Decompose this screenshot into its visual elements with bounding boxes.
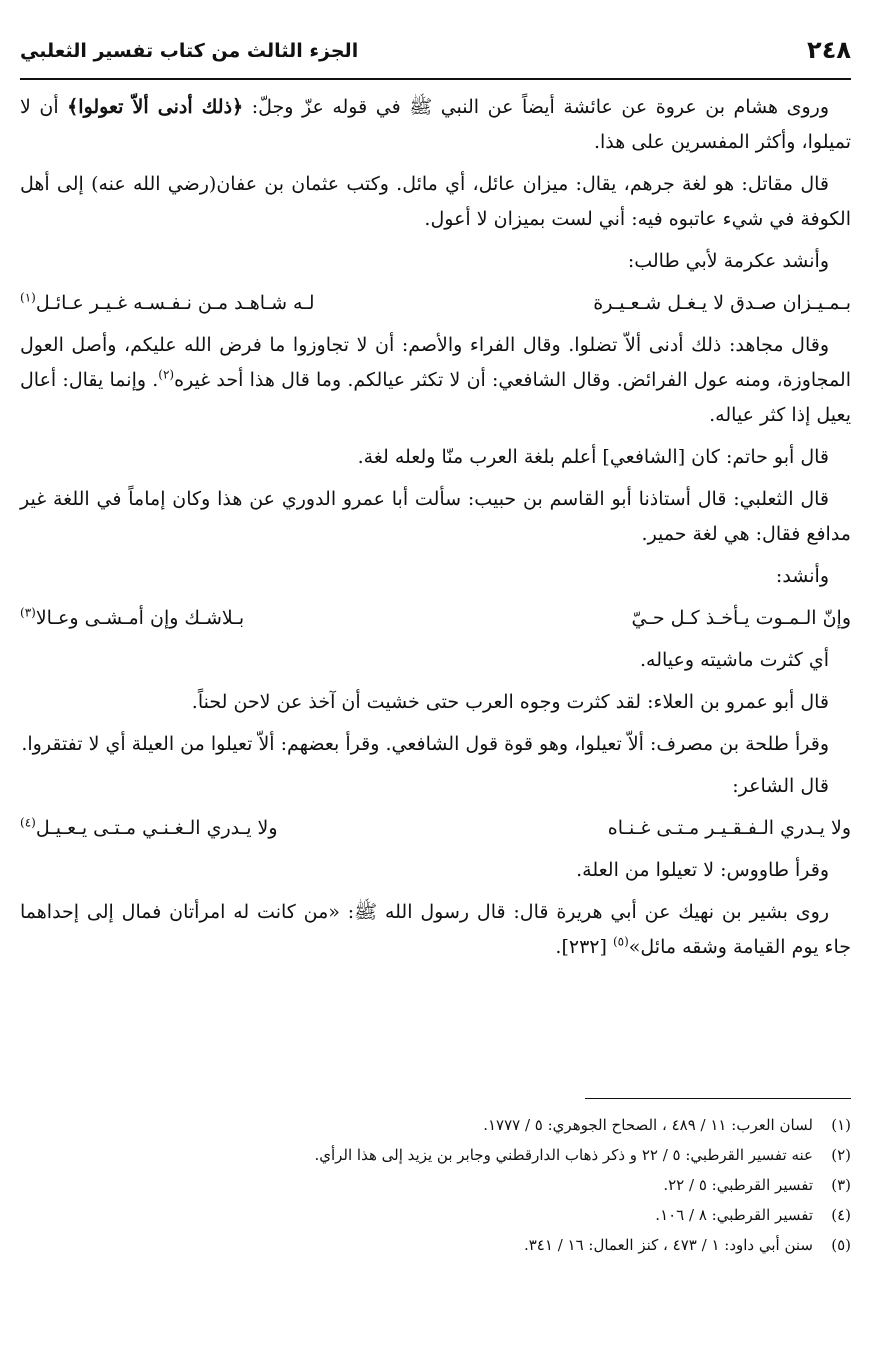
paragraph: وقرأ طلحة بن مصرف: ألاّ تعيلوا، وهو قوة قول الشافعي. وقرأ بعضهم: ألاّ تعيلوا من العيلة أي لا تفتقروا. [21,733,829,755]
footnote [20,1170,851,1200]
poetry-verse [20,811,851,846]
footnote-divider [585,1098,851,1099]
footnote-ref: (١) [20,290,36,305]
verse-first-hemistich: بـمـيـزان صـدق لا يـغـل شـعـيـرة [593,292,851,314]
main-text [20,90,851,972]
paragraph-text: وروى هشام بن عروة عن عائشة أيضاً عن النبي ﷺ في قوله عزّ وجلّ: [243,96,829,118]
footnote-text: عنه تفسير القرطبي: ٥ / ٢٢ و ذكر ذهاب الدارقطني وجابر بن يزيد إلى هذا الرأي. [314,1146,813,1164]
footnote-text: سنن أبي داود: ١ / ٤٧٣ ، كنز العمال: ١٦ / ٣٤١. [523,1236,813,1254]
footnote-ref: (٢) [158,367,175,382]
footnote-number: (٥) [831,1236,851,1254]
footnote-text: تفسير القرطبي: ٥ / ٢٢. [663,1176,813,1194]
paragraph: وأنشد عكرمة لأبي طالب: [627,250,829,272]
verse-second-hemistich: ولا يـدري الـغـنـي مـتـى يـعـيـل$^{(٤)}$ [20,815,278,839]
footnote-ref: (٣) [20,605,36,620]
poetry-verse [20,601,851,636]
page-number: ٢٤٨ [807,36,851,64]
paragraph: قال مقاتل: هو لغة جرهم، يقال: ميزان عائل، أي مائل. وكتب عثمان بن عفان(رضي الله عنه) إلى أهل الكوفة في شيء عاتبوه فيه: أني لست بميزان لا أعول. [20,173,851,230]
footnotes [20,1110,851,1260]
footnote-ref: (٤) [20,815,36,830]
footnote-text: تفسير القرطبي: ٨ / ١٠٦. [655,1206,813,1224]
paragraph-text: أن لا تميلوا، وأكثر المفسرين على هذا. [20,96,851,153]
verse-first-hemistich: وإنّ الـمـوت يـأخـذ كـل حـيّ [631,607,851,629]
paragraph: قال الثعلبي: قال أستاذنا أبو القاسم بن حبيب: سألت أبا عمرو الدوري عن هذا وكان إماماً في اللغة غير مدافع فقال: هي لغة حمير. [20,488,851,545]
paragraph: قال أبو حاتم: كان [الشافعي] أعلم بلغة العرب منّا ولعله لغة. [357,446,829,468]
quran-quote: ﴿ذلك أدنى ألاّ تعولوا﴾ [67,96,244,118]
verse-second-hemistich: بـلاشـك وإن أمـشـى وعـالا$^{(٣)}$ [20,605,245,629]
paragraph: وقال مجاهد: ذلك أدنى ألاّ تضلوا. وقال الفراء والأصم: أن لا تجاوزوا ما فرض الله عليكم، وأصل العول المجاوزة، ومنه عول الفرائض. وقال الشافعي: أن لا تكثر عيالكم. وما قال هذا أحد غيره$^{(٢)}$. وإنما يقال: أعال يعيل إذا كثر عياله. [20,334,852,426]
header-divider [20,78,851,80]
paragraph [20,90,851,160]
footnote [20,1230,851,1260]
paragraph: قال أبو عمرو بن العلاء: لقد كثرت وجوه العرب حتى خشيت أن آخذ عن لاحن لحناً. [191,691,829,713]
footnote-ref: (٥) [612,934,629,949]
header-title: الجزء الثالث من كتاب تفسير الثعلبي [20,40,359,62]
verse-second-hemistich: لـه شـاهـد مـن نـفـسـه غـيـر عـائـل$^{(١)}$ [20,290,315,314]
running-header [20,36,851,74]
footnote [20,1110,851,1140]
footnote-number: (٢) [831,1146,851,1164]
verse-first-hemistich: ولا يـدري الـفـقـيـر مـتـى غـنـاه [607,817,851,839]
paragraph: أي كثرت ماشيته وعياله. [639,649,829,671]
footnote [20,1140,851,1170]
paragraph: وأنشد: [775,565,829,587]
paragraph: روى بشير بن نهيك عن أبي هريرة قال: قال رسول الله ﷺ: «من كانت له امرأتان فمال إلى إحداهما جاء يوم القيامة وشقه مائل»$^{(٥)}$ [٢٣٢]. [20,901,851,958]
footnote-number: (٤) [831,1206,851,1224]
footnote-number: (٣) [831,1176,851,1194]
footnote-text: لسان العرب: ١١ / ٤٨٩ ، الصحاح الجوهري: ٥ / ١٧٧٧. [483,1116,813,1134]
paragraph: قال الشاعر: [732,775,829,797]
footnote [20,1200,851,1230]
poetry-verse [20,286,851,321]
paragraph: وقرأ طاووس: لا تعيلوا من العلة. [576,859,829,881]
footnote-number: (١) [831,1116,851,1134]
